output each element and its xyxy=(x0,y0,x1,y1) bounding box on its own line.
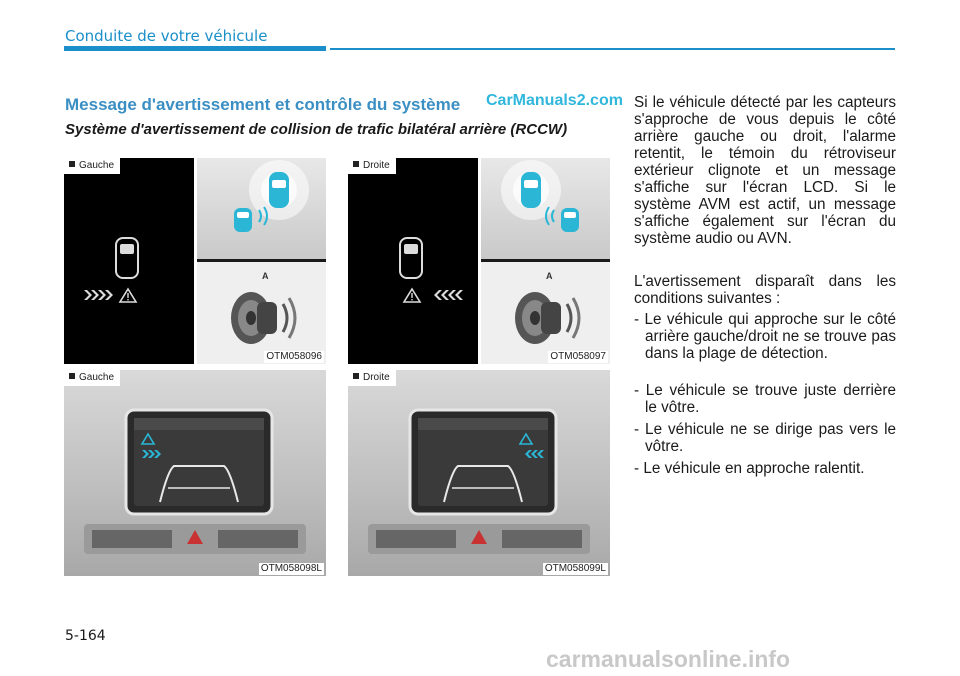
chapter-title: Conduite de votre véhicule xyxy=(65,27,268,45)
figure-dashboard-left xyxy=(64,370,326,576)
cluster-warning-graphic xyxy=(348,158,478,364)
header-rule-thin xyxy=(330,48,895,50)
list-item: - Le véhicule se trouve juste derrière le vôtre. xyxy=(634,382,896,416)
section-heading: Message d'avertissement et contrôle du système xyxy=(65,95,461,114)
speaker-icon xyxy=(197,262,326,364)
header-rule-thick xyxy=(64,46,326,51)
cluster-display xyxy=(348,158,478,364)
speaker-badge: A xyxy=(546,271,553,281)
figure-code: OTM058097 xyxy=(550,351,606,362)
figure-dashboard-right xyxy=(348,370,610,576)
speaker-badge: A xyxy=(262,271,269,281)
figure-cluster-right xyxy=(348,158,610,364)
figure-code: OTM058096 xyxy=(266,351,322,362)
list-item: - Le véhicule en approche ralentit. xyxy=(634,460,865,477)
figure-tag: Droite xyxy=(348,370,396,386)
dashboard-screen-graphic xyxy=(348,370,610,576)
mirror-view xyxy=(197,158,326,259)
approaching-vehicle-graphic xyxy=(481,158,610,259)
cluster-warning-graphic xyxy=(64,158,194,364)
figure-tag: Gauche xyxy=(64,370,120,386)
watermark-top[interactable]: CarManuals2.com xyxy=(486,92,623,109)
speaker-view xyxy=(481,262,610,364)
speaker-icon xyxy=(481,262,610,364)
watermark-bottom[interactable]: carmanualsonline.info xyxy=(546,646,791,672)
figure-cluster-left xyxy=(64,158,326,364)
speaker-view xyxy=(197,262,326,364)
body-paragraph-2: L'avertissement disparaît dans les conditions suivantes : xyxy=(634,273,896,307)
list-item: - Le véhicule ne se dirige pas vers le vôtre. xyxy=(634,421,896,455)
body-paragraph-1: Si le véhicule détecté par les capteurs s'approche de vous depuis le côté arrière gauche ou droit, l'alarme retentit, le témoin du rétroviseur extérieur clignote et un message s'affiche sur l'écran LCD. Si le système AVM est actif, un message s'affiche également sur l'écran du système audio ou AVN. xyxy=(634,94,896,247)
approaching-vehicle-graphic xyxy=(197,158,326,259)
figure-tag: Droite xyxy=(348,158,396,174)
figure-code: OTM058099L xyxy=(544,563,606,574)
figure-tag: Gauche xyxy=(64,158,120,174)
sub-heading: Système d'avertissement de collision de trafic bilatéral arrière (RCCW) xyxy=(65,121,568,138)
page-number: 5-164 xyxy=(65,628,106,644)
mirror-view xyxy=(481,158,610,259)
figure-code: OTM058098L xyxy=(260,563,322,574)
cluster-display xyxy=(64,158,194,364)
list-item: - Le véhicule qui approche sur le côté arrière gauche/droit ne se trouve pas dans la plage de détection. xyxy=(634,311,896,362)
dashboard-screen-graphic xyxy=(64,370,326,576)
